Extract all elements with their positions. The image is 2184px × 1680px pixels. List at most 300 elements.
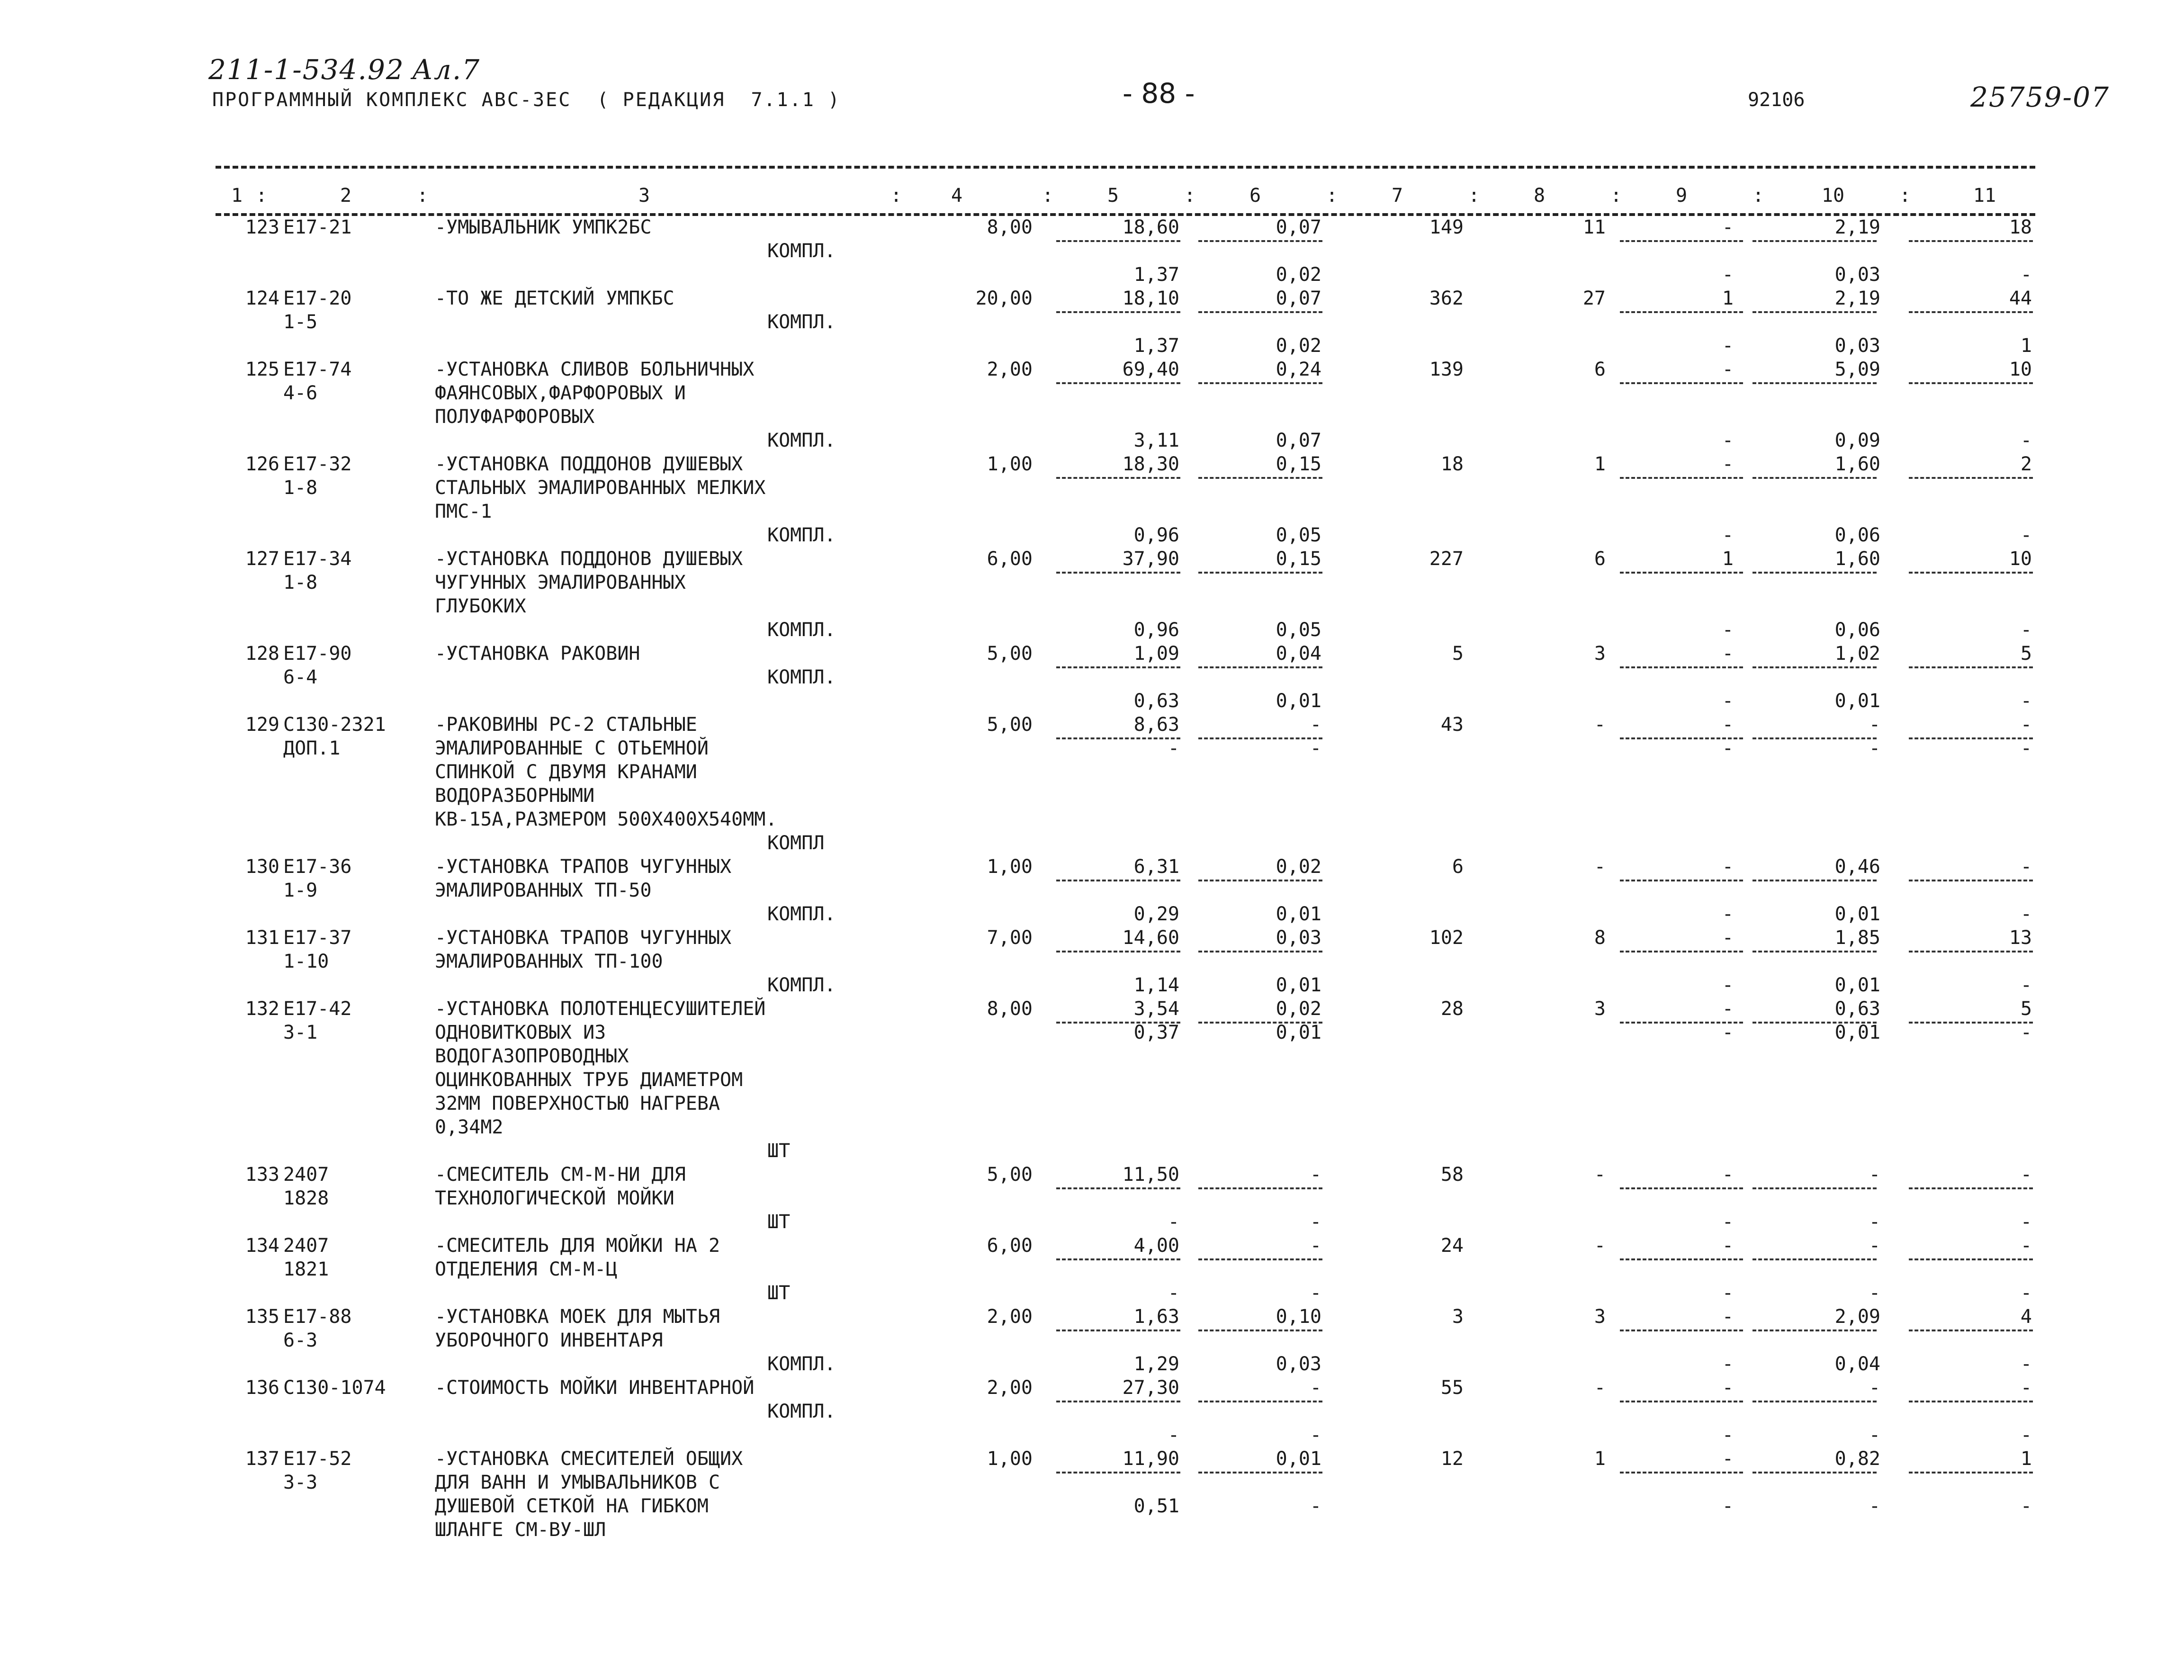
unit-wage: 0,04 bbox=[1276, 643, 1321, 665]
total-cost: 5 bbox=[1452, 643, 1464, 665]
machine-cost-secondary: - bbox=[1722, 524, 1734, 546]
work-description: -УСТАНОВКА ТРАПОВ ЧУГУННЫХ bbox=[435, 927, 732, 949]
unit-cost-secondary: 3,11 bbox=[1133, 430, 1179, 451]
cell-divider bbox=[1056, 1187, 1180, 1189]
unit-of-measure: КОМПЛ. bbox=[767, 1401, 836, 1422]
rate-code: 6-4 bbox=[283, 666, 318, 688]
machine-cost-secondary: - bbox=[1722, 1495, 1734, 1517]
labor-total-secondary: - bbox=[2020, 1211, 2032, 1233]
rate-code: 1-8 bbox=[283, 572, 318, 593]
cell-divider bbox=[1620, 1330, 1743, 1331]
unit-cost-secondary: 0,29 bbox=[1133, 903, 1179, 925]
labor-unit: 2,19 bbox=[1834, 216, 1880, 238]
machine-cost: - bbox=[1722, 216, 1734, 238]
labor-unit: 1,60 bbox=[1834, 453, 1880, 475]
cell-divider bbox=[1056, 1330, 1180, 1331]
cell-divider bbox=[1909, 572, 2033, 574]
row-number: 136 bbox=[245, 1377, 279, 1399]
unit-wage: 0,24 bbox=[1276, 359, 1321, 380]
machine-cost: - bbox=[1722, 359, 1734, 380]
rate-code: ДОП.1 bbox=[283, 737, 341, 759]
labor-total: 18 bbox=[2009, 216, 2032, 238]
rate-code: 1-5 bbox=[283, 311, 318, 333]
unit-wage: 0,01 bbox=[1276, 1448, 1321, 1470]
work-description: ПМС-1 bbox=[435, 501, 492, 522]
cell-divider bbox=[1620, 666, 1743, 668]
cell-divider bbox=[1056, 666, 1180, 668]
unit-wage-secondary: 0,02 bbox=[1276, 335, 1321, 357]
row-number: 124 bbox=[245, 287, 279, 309]
unit-wage: - bbox=[1310, 714, 1321, 736]
unit-cost-secondary: - bbox=[1168, 1211, 1179, 1233]
total-cost: 149 bbox=[1429, 216, 1464, 238]
labor-total-secondary: - bbox=[2020, 737, 2032, 759]
labor-unit: 0,82 bbox=[1834, 1448, 1880, 1470]
unit-cost: 6,31 bbox=[1133, 856, 1179, 878]
work-description: 0,34М2 bbox=[435, 1116, 503, 1138]
unit-wage: 0,03 bbox=[1276, 927, 1321, 949]
cell-divider bbox=[1753, 572, 1877, 574]
unit-wage-secondary: 0,01 bbox=[1276, 974, 1321, 996]
rate-code: С130-1074 bbox=[283, 1377, 386, 1399]
labor-unit-secondary: 0,01 bbox=[1834, 690, 1880, 712]
row-number: 123 bbox=[245, 216, 279, 238]
machine-cost: - bbox=[1722, 453, 1734, 475]
machine-cost-secondary: - bbox=[1722, 335, 1734, 357]
labor-total: 5 bbox=[2020, 998, 2032, 1020]
unit-cost-secondary: 1,37 bbox=[1133, 264, 1179, 286]
work-description: ФАЯНСОВЫХ,ФАРФОРОВЫХ И bbox=[435, 382, 686, 404]
machine-cost-secondary: - bbox=[1722, 264, 1734, 286]
labor-total-secondary: - bbox=[2020, 1353, 2032, 1375]
total-wage: 3 bbox=[1594, 643, 1606, 665]
unit-of-measure: КОМПЛ. bbox=[767, 903, 836, 925]
column-separator: : bbox=[1753, 185, 1764, 207]
unit-cost-secondary: 1,14 bbox=[1133, 974, 1179, 996]
quantity: 1,00 bbox=[987, 453, 1033, 475]
labor-total-secondary: 1 bbox=[2020, 335, 2032, 357]
rate-code: Е17-90 bbox=[283, 643, 352, 665]
quantity: 5,00 bbox=[987, 1164, 1033, 1186]
column-header: 9 bbox=[1675, 185, 1688, 207]
machine-cost: 1 bbox=[1722, 287, 1734, 309]
cell-divider bbox=[1198, 572, 1322, 574]
labor-unit: - bbox=[1869, 1164, 1880, 1186]
labor-unit: 0,63 bbox=[1834, 998, 1880, 1020]
unit-cost-secondary: 0,96 bbox=[1133, 619, 1179, 641]
total-wage: 6 bbox=[1594, 359, 1606, 380]
unit-of-measure: КОМПЛ. bbox=[767, 524, 836, 546]
labor-total-secondary: - bbox=[2020, 524, 2032, 546]
labor-unit-secondary: 0,06 bbox=[1834, 619, 1880, 641]
unit-cost: 18,10 bbox=[1122, 287, 1179, 309]
cell-divider bbox=[1620, 477, 1743, 479]
unit-cost: 1,09 bbox=[1133, 643, 1179, 665]
cell-divider bbox=[1056, 572, 1180, 574]
cell-divider bbox=[1753, 477, 1877, 479]
cell-divider bbox=[1753, 240, 1877, 242]
labor-total-secondary: - bbox=[2020, 264, 2032, 286]
row-number: 131 bbox=[245, 927, 279, 949]
cell-divider bbox=[1198, 1472, 1322, 1473]
column-separator: : bbox=[1468, 185, 1480, 207]
machine-cost: - bbox=[1722, 1448, 1734, 1470]
rate-code: 6-3 bbox=[283, 1330, 318, 1351]
machine-cost: 1 bbox=[1722, 548, 1734, 570]
unit-wage: - bbox=[1310, 1377, 1321, 1399]
labor-total: 10 bbox=[2009, 548, 2032, 570]
cell-divider bbox=[1198, 1187, 1322, 1189]
unit-wage-secondary: 0,02 bbox=[1276, 264, 1321, 286]
total-cost: 227 bbox=[1429, 548, 1464, 570]
labor-unit: - bbox=[1869, 1235, 1880, 1257]
column-separator: : bbox=[256, 185, 268, 207]
cell-divider bbox=[1056, 311, 1180, 313]
program-title: ПРОГРАММНЫЙ КОМПЛЕКС АВС-3ЕС ( РЕДАКЦИЯ 7.1.1 ) bbox=[212, 89, 841, 111]
quantity: 20,00 bbox=[975, 287, 1033, 309]
unit-cost: 11,50 bbox=[1122, 1164, 1179, 1186]
document-number: 25759-07 bbox=[1970, 81, 2110, 113]
work-description: ДЛЯ ВАНН И УМЫВАЛЬНИКОВ С bbox=[435, 1472, 720, 1493]
work-description: -СМЕСИТЕЛЬ ДЛЯ МОЙКИ НА 2 bbox=[435, 1235, 720, 1257]
sheet-code: 92106 bbox=[1748, 89, 1805, 111]
unit-wage-secondary: 0,05 bbox=[1276, 619, 1321, 641]
work-description: ЭМАЛИРОВАННЫЕ С ОТЬЕМНОЙ bbox=[435, 737, 709, 759]
total-cost: 362 bbox=[1429, 287, 1464, 309]
quantity: 1,00 bbox=[987, 856, 1033, 878]
machine-cost: - bbox=[1722, 1306, 1734, 1328]
rate-code: 2407 bbox=[283, 1235, 329, 1257]
cell-divider bbox=[1620, 951, 1743, 952]
cell-divider bbox=[1056, 477, 1180, 479]
labor-unit-secondary: 0,03 bbox=[1834, 264, 1880, 286]
unit-cost-secondary: 1,37 bbox=[1133, 335, 1179, 357]
total-wage: 3 bbox=[1594, 1306, 1606, 1328]
labor-unit: 0,46 bbox=[1834, 856, 1880, 878]
cell-divider bbox=[1620, 1401, 1743, 1402]
machine-cost-secondary: - bbox=[1722, 1282, 1734, 1304]
total-cost: 139 bbox=[1429, 359, 1464, 380]
quantity: 5,00 bbox=[987, 714, 1033, 736]
rate-code: 1-10 bbox=[283, 951, 329, 972]
work-description: КВ-15А,РАЗМЕРОМ 500Х400Х540ММ. bbox=[435, 809, 777, 830]
work-description: -УСТАНОВКА СМЕСИТЕЛЕЙ ОБЩИХ bbox=[435, 1448, 743, 1470]
row-number: 128 bbox=[245, 643, 279, 665]
unit-wage: - bbox=[1310, 1164, 1321, 1186]
unit-of-measure: КОМПЛ. bbox=[767, 430, 836, 451]
row-number: 133 bbox=[245, 1164, 279, 1186]
work-description: ОЦИНКОВАННЫХ ТРУБ ДИАМЕТРОМ bbox=[435, 1069, 743, 1091]
rate-code: 4-6 bbox=[283, 382, 318, 404]
column-header: 8 bbox=[1533, 185, 1546, 207]
unit-cost: 14,60 bbox=[1122, 927, 1179, 949]
labor-total: 5 bbox=[2020, 643, 2032, 665]
cell-divider bbox=[1753, 1187, 1877, 1189]
labor-unit: 1,60 bbox=[1834, 548, 1880, 570]
unit-of-measure: КОМПЛ. bbox=[767, 974, 836, 996]
column-separator: : bbox=[1042, 185, 1054, 207]
row-number: 135 bbox=[245, 1306, 279, 1328]
column-header: 5 bbox=[1107, 185, 1119, 207]
row-number: 127 bbox=[245, 548, 279, 570]
total-wage: 27 bbox=[1582, 287, 1606, 309]
unit-wage-secondary: - bbox=[1310, 1424, 1321, 1446]
cell-divider bbox=[1753, 666, 1877, 668]
machine-cost: - bbox=[1722, 643, 1734, 665]
cell-divider bbox=[1620, 1258, 1743, 1260]
unit-of-measure: КОМПЛ bbox=[767, 832, 825, 854]
labor-total-secondary: - bbox=[2020, 690, 2032, 712]
work-description: ЭМАЛИРОВАННЫХ ТП-50 bbox=[435, 880, 652, 901]
labor-unit: 2,09 bbox=[1834, 1306, 1880, 1328]
total-cost: 55 bbox=[1440, 1377, 1464, 1399]
total-cost: 6 bbox=[1452, 856, 1464, 878]
quantity: 1,00 bbox=[987, 1448, 1033, 1470]
unit-wage: 0,15 bbox=[1276, 453, 1321, 475]
column-header: 10 bbox=[1821, 185, 1845, 207]
machine-cost-secondary: - bbox=[1722, 1353, 1734, 1375]
unit-cost-secondary: 1,29 bbox=[1133, 1353, 1179, 1375]
labor-total-secondary: - bbox=[2020, 903, 2032, 925]
cell-divider bbox=[1909, 880, 2033, 881]
quantity: 6,00 bbox=[987, 1235, 1033, 1257]
labor-unit-secondary: - bbox=[1869, 1282, 1880, 1304]
cell-divider bbox=[1056, 1472, 1180, 1473]
machine-cost: - bbox=[1722, 714, 1734, 736]
quantity: 2,00 bbox=[987, 1306, 1033, 1328]
labor-unit-secondary: 0,04 bbox=[1834, 1353, 1880, 1375]
rate-code: Е17-20 bbox=[283, 287, 352, 309]
machine-cost-secondary: - bbox=[1722, 1022, 1734, 1043]
rate-code: 3-3 bbox=[283, 1472, 318, 1493]
total-wage: - bbox=[1594, 1377, 1606, 1399]
cell-divider bbox=[1198, 1330, 1322, 1331]
rate-code: Е17-42 bbox=[283, 998, 352, 1020]
column-separator: : bbox=[1610, 185, 1622, 207]
cell-divider bbox=[1620, 382, 1743, 384]
labor-total: 13 bbox=[2009, 927, 2032, 949]
total-cost: 28 bbox=[1440, 998, 1464, 1020]
unit-wage-secondary: 0,05 bbox=[1276, 524, 1321, 546]
row-number: 134 bbox=[245, 1235, 279, 1257]
work-description: СТАЛЬНЫХ ЭМАЛИРОВАННЫХ МЕЛКИХ bbox=[435, 477, 766, 499]
total-cost: 102 bbox=[1429, 927, 1464, 949]
rate-code: Е17-52 bbox=[283, 1448, 352, 1470]
labor-total-secondary: - bbox=[2020, 1282, 2032, 1304]
cell-divider bbox=[1909, 477, 2033, 479]
cell-divider bbox=[1056, 382, 1180, 384]
labor-total: 10 bbox=[2009, 359, 2032, 380]
unit-wage-secondary: 0,01 bbox=[1276, 1022, 1321, 1043]
unit-wage-secondary: - bbox=[1310, 1282, 1321, 1304]
work-description: -УСТАНОВКА ПОЛОТЕНЦЕСУШИТЕЛЕЙ bbox=[435, 998, 766, 1020]
cell-divider bbox=[1753, 382, 1877, 384]
cell-divider bbox=[1753, 880, 1877, 881]
row-number: 129 bbox=[245, 714, 279, 736]
unit-cost: 11,90 bbox=[1122, 1448, 1179, 1470]
labor-total-secondary: - bbox=[2020, 430, 2032, 451]
quantity: 8,00 bbox=[987, 998, 1033, 1020]
unit-cost: 3,54 bbox=[1133, 998, 1179, 1020]
work-description: ГЛУБОКИХ bbox=[435, 595, 526, 617]
labor-total: 1 bbox=[2020, 1448, 2032, 1470]
work-description: ПОЛУФАРФОРОВЫХ bbox=[435, 406, 595, 428]
cell-divider bbox=[1620, 880, 1743, 881]
work-description: ОДНОВИТКОВЫХ ИЗ bbox=[435, 1022, 606, 1043]
unit-of-measure: ШТ bbox=[767, 1211, 791, 1233]
work-description: -РАКОВИНЫ РС-2 СТАЛЬНЫЕ bbox=[435, 714, 697, 736]
unit-wage-secondary: - bbox=[1310, 1211, 1321, 1233]
unit-wage: 0,10 bbox=[1276, 1306, 1321, 1328]
rate-code: Е17-34 bbox=[283, 548, 352, 570]
column-separator: : bbox=[417, 185, 429, 207]
cell-divider bbox=[1753, 311, 1877, 313]
labor-unit-secondary: 0,01 bbox=[1834, 974, 1880, 996]
unit-cost: 18,30 bbox=[1122, 453, 1179, 475]
work-description: ВОДОГАЗОПРОВОДНЫХ bbox=[435, 1045, 629, 1067]
unit-of-measure: КОМПЛ. bbox=[767, 666, 836, 688]
labor-unit-secondary: 0,06 bbox=[1834, 524, 1880, 546]
unit-wage-secondary: 0,03 bbox=[1276, 1353, 1321, 1375]
work-description: -УМЫВАЛЬНИК УМПК2БС bbox=[435, 216, 652, 238]
labor-total: - bbox=[2020, 1377, 2032, 1399]
labor-unit: 5,09 bbox=[1834, 359, 1880, 380]
cell-divider bbox=[1909, 1330, 2033, 1331]
column-separator: : bbox=[1326, 185, 1338, 207]
total-wage: - bbox=[1594, 856, 1606, 878]
labor-unit-secondary: 0,01 bbox=[1834, 903, 1880, 925]
cell-divider bbox=[1056, 880, 1180, 881]
cell-divider bbox=[1909, 1187, 2033, 1189]
labor-total: - bbox=[2020, 856, 2032, 878]
row-number: 125 bbox=[245, 359, 279, 380]
cell-divider bbox=[1753, 1472, 1877, 1473]
cell-divider bbox=[1909, 666, 2033, 668]
labor-total: - bbox=[2020, 714, 2032, 736]
machine-cost-secondary: - bbox=[1722, 737, 1734, 759]
labor-unit: - bbox=[1869, 1377, 1880, 1399]
unit-cost-secondary: - bbox=[1168, 1282, 1179, 1304]
page-number: - 88 - bbox=[1123, 77, 1195, 109]
unit-wage-secondary: 0,01 bbox=[1276, 690, 1321, 712]
work-description: -УСТАНОВКА МОЕК ДЛЯ МЫТЬЯ bbox=[435, 1306, 720, 1328]
unit-wage: - bbox=[1310, 1235, 1321, 1257]
cell-divider bbox=[1056, 240, 1180, 242]
total-wage: 1 bbox=[1594, 453, 1606, 475]
rate-code: 1-8 bbox=[283, 477, 318, 499]
rate-code: 1821 bbox=[283, 1258, 329, 1280]
rate-code: 3-1 bbox=[283, 1022, 318, 1043]
unit-cost-secondary: 0,37 bbox=[1133, 1022, 1179, 1043]
column-header: 3 bbox=[638, 185, 650, 207]
labor-unit: 2,19 bbox=[1834, 287, 1880, 309]
work-description: 32ММ ПОВЕРХНОСТЬЮ НАГРЕВА bbox=[435, 1093, 720, 1114]
labor-total: 44 bbox=[2009, 287, 2032, 309]
total-wage: 11 bbox=[1582, 216, 1606, 238]
cell-divider bbox=[1620, 311, 1743, 313]
unit-cost: 8,63 bbox=[1133, 714, 1179, 736]
rate-code: С130-2321 bbox=[283, 714, 386, 736]
unit-cost: 18,60 bbox=[1122, 216, 1179, 238]
rate-code: Е17-37 bbox=[283, 927, 352, 949]
cell-divider bbox=[1056, 951, 1180, 952]
cell-divider bbox=[1620, 1472, 1743, 1473]
quantity: 6,00 bbox=[987, 548, 1033, 570]
unit-of-measure: ШТ bbox=[767, 1282, 791, 1304]
unit-cost-secondary: 0,96 bbox=[1133, 524, 1179, 546]
unit-wage-secondary: - bbox=[1310, 1495, 1321, 1517]
unit-cost: 37,90 bbox=[1122, 548, 1179, 570]
cell-divider bbox=[1620, 240, 1743, 242]
unit-cost-secondary: - bbox=[1168, 1424, 1179, 1446]
rate-code: Е17-74 bbox=[283, 359, 352, 380]
total-wage: - bbox=[1594, 714, 1606, 736]
rate-code: 1-9 bbox=[283, 880, 318, 901]
cell-divider bbox=[1198, 477, 1322, 479]
column-separator: : bbox=[890, 185, 902, 207]
quantity: 7,00 bbox=[987, 927, 1033, 949]
document-code: 211-1-534.92 bbox=[208, 54, 404, 86]
unit-cost: 4,00 bbox=[1133, 1235, 1179, 1257]
labor-unit-secondary: - bbox=[1869, 1424, 1880, 1446]
total-cost: 24 bbox=[1440, 1235, 1464, 1257]
rate-code: Е17-21 bbox=[283, 216, 352, 238]
machine-cost-secondary: - bbox=[1722, 690, 1734, 712]
cell-divider bbox=[1198, 1258, 1322, 1260]
work-description: -СТОИМОСТЬ МОЙКИ ИНВЕНТАРНОЙ bbox=[435, 1377, 755, 1399]
total-cost: 43 bbox=[1440, 714, 1464, 736]
cell-divider bbox=[1620, 572, 1743, 574]
work-description: УБОРОЧНОГО ИНВЕНТАРЯ bbox=[435, 1330, 663, 1351]
unit-of-measure: КОМПЛ. bbox=[767, 240, 836, 262]
machine-cost: - bbox=[1722, 856, 1734, 878]
unit-cost-secondary: 0,51 bbox=[1133, 1495, 1179, 1517]
cell-divider bbox=[1753, 1330, 1877, 1331]
labor-unit-secondary: - bbox=[1869, 1211, 1880, 1233]
work-description: -СМЕСИТЕЛЬ СМ-М-НИ ДЛЯ bbox=[435, 1164, 686, 1186]
quantity: 2,00 bbox=[987, 359, 1033, 380]
quantity: 2,00 bbox=[987, 1377, 1033, 1399]
labor-unit-secondary: 0,03 bbox=[1834, 335, 1880, 357]
machine-cost: - bbox=[1722, 998, 1734, 1020]
unit-cost-secondary: - bbox=[1168, 737, 1179, 759]
unit-cost: 69,40 bbox=[1122, 359, 1179, 380]
labor-unit: - bbox=[1869, 714, 1880, 736]
unit-cost: 1,63 bbox=[1133, 1306, 1179, 1328]
table-top-rule bbox=[216, 166, 2035, 169]
cell-divider bbox=[1056, 1401, 1180, 1402]
column-header: 11 bbox=[1973, 185, 1996, 207]
row-number: 130 bbox=[245, 856, 279, 878]
work-description: ТЕХНОЛОГИЧЕСКОЙ МОЙКИ bbox=[435, 1187, 674, 1209]
unit-wage: 0,07 bbox=[1276, 287, 1321, 309]
labor-total: - bbox=[2020, 1235, 2032, 1257]
total-wage: - bbox=[1594, 1235, 1606, 1257]
unit-of-measure: ШТ bbox=[767, 1140, 791, 1162]
labor-unit: 1,85 bbox=[1834, 927, 1880, 949]
cell-divider bbox=[1198, 382, 1322, 384]
cell-divider bbox=[1909, 951, 2033, 952]
labor-unit-secondary: - bbox=[1869, 737, 1880, 759]
unit-wage-secondary: - bbox=[1310, 737, 1321, 759]
unit-wage-secondary: 0,07 bbox=[1276, 430, 1321, 451]
quantity: 5,00 bbox=[987, 643, 1033, 665]
column-header: 6 bbox=[1249, 185, 1261, 207]
machine-cost-secondary: - bbox=[1722, 1211, 1734, 1233]
cell-divider bbox=[1198, 311, 1322, 313]
work-description: -УСТАНОВКА ПОДДОНОВ ДУШЕВЫХ bbox=[435, 548, 743, 570]
unit-of-measure: КОМПЛ. bbox=[767, 311, 836, 333]
